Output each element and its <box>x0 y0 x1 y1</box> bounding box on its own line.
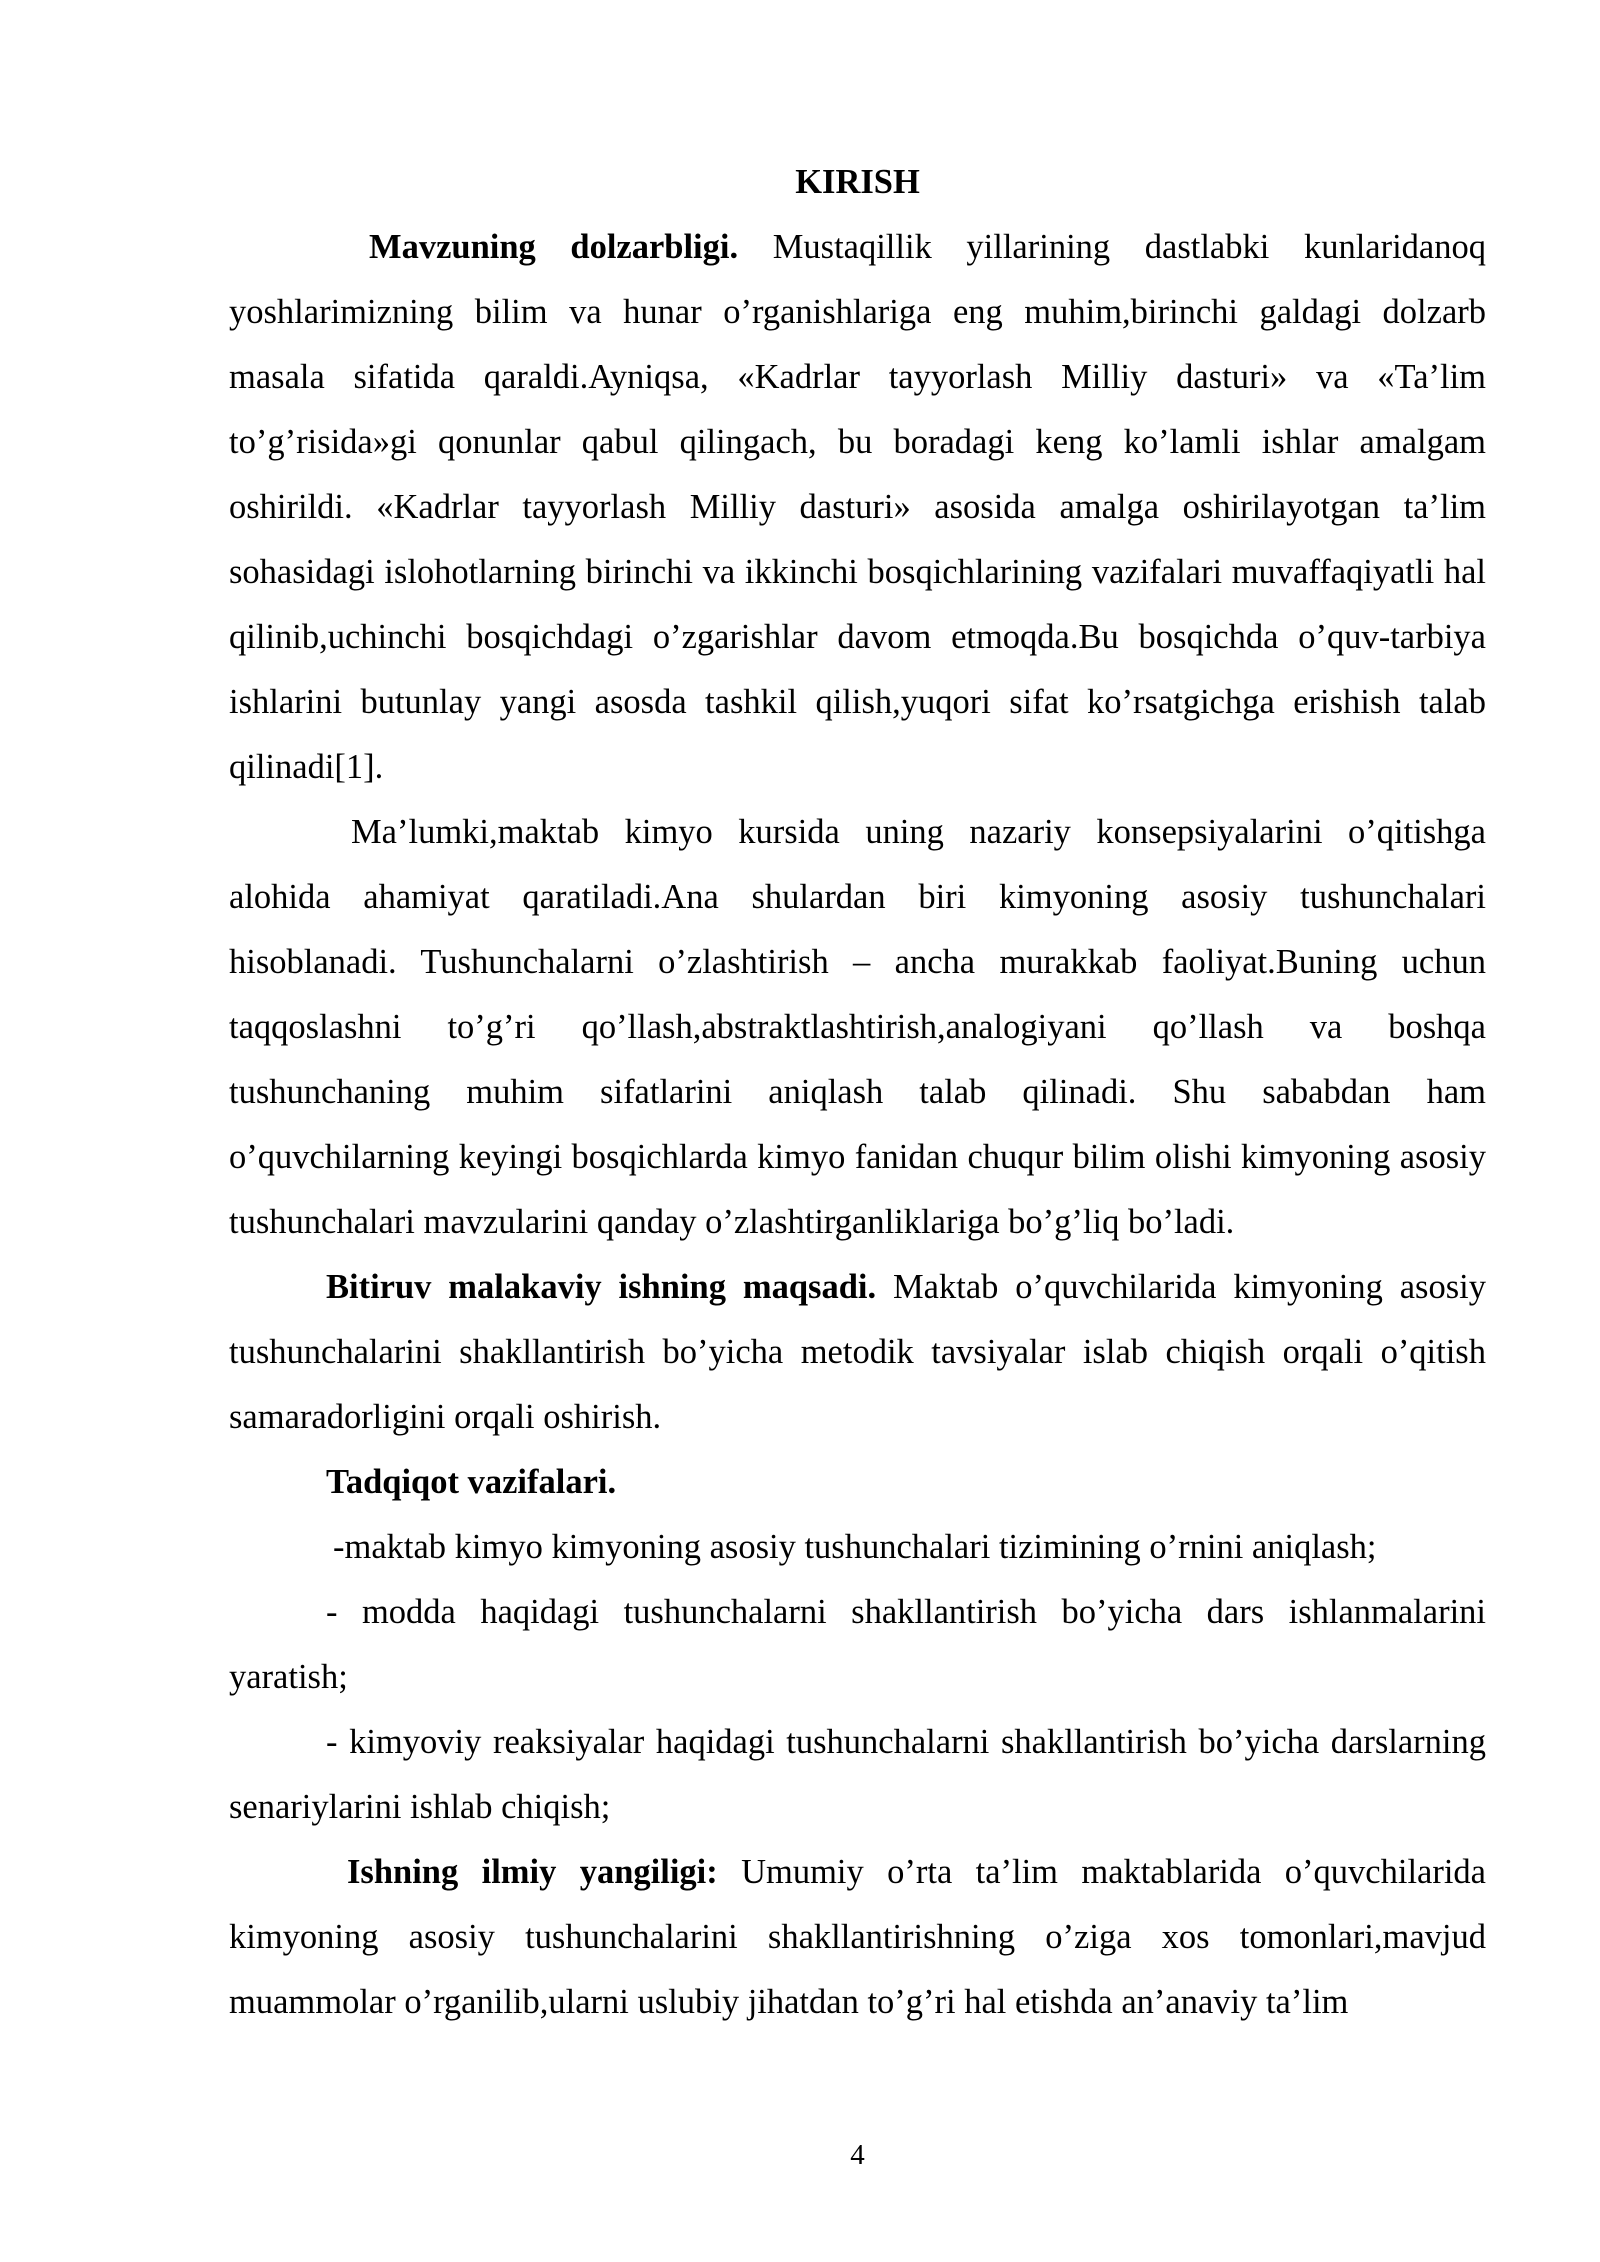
heading-relevance: Mavzuning dolzarbligi. <box>369 228 739 266</box>
paragraph-concepts-text: Ma’lumki,maktab kimyo kursida uning nazariy konsepsiyalarini o’qitishga alohida ahamiyat qaratiladi.Ana shulardan biri kimyoning asosiy tushunchalari hisoblanadi. Tushunchalarni o’zlashtirish – ancha murakkab faoliyat.Buning uchun taqqoslashni to’g’ri qo’llash,abstraktlashtirish,analogiyani qo’llash va boshqa tushunchaning muhim sifatlarini aniqlash talab qilinadi. Shu sababdan ham o’quvchilarning keyingi bosqichlarda kimyo fanidan chuqur bilim olishi kimyoning asosiy tushunchalari mavzularini qanday o’zlashtirganliklariga bo’g’liq bo’ladi. <box>229 813 1486 1241</box>
page-number: 4 <box>850 2139 865 2171</box>
paragraph-relevance <box>229 215 1486 800</box>
paragraph-goal-text: Maktab o’quvchilarida kimyoning asosiy tushunchalarini shakllantirish bo’yicha metodik tavsiyalar islab chiqish orqali o’qitish samaradorligini orqali oshirish. <box>229 1268 1486 1436</box>
list-item <box>229 1580 1486 1710</box>
list-item-text: - modda haqidagi tushunchalarni shakllantirish bo’yicha dars ishlanmalarini yaratish; <box>229 1593 1486 1696</box>
list-item-text: -maktab kimyo kimyoning asosiy tushunchalari tizimining o’rnini aniqlash; <box>333 1528 1377 1566</box>
paragraph-relevance-text: Mustaqillik yillarining dastlabki kunlaridanoq yoshlarimizning bilim va hunar o’rganishlariga eng muhim,birinchi galdagi dolzarb masala sifatida qaraldi.Ayniqsa, «Kadrlar tayyorlash Milliy dasturi» va «Ta’lim to’g’risida»gi qonunlar qabul qilingach, bu boradagi keng ko’lamli ishlar amalgam oshirildi. «Kadrlar tayyorlash Milliy dasturi» asosida amalga oshirilayotgan ta’lim sohasidagi islohotlarning birinchi va ikkinchi bosqichlarining vazifalari muvaffaqiyatli hal qilinib,uchinchi bosqichdagi o’zgarishlar davom etmoqda.Bu bosqichda o’quv-tarbiya ishlarini butunlay yangi asosda tashkil qilish,yuqori sifat ko’rsatgichga erishish talab qilinadi[1]. <box>229 228 1486 786</box>
list-item-text: - kimyoviy reaksiyalar haqidagi tushunchalarni shakllantirish bo’yicha darslarning senariylarini ishlab chiqish; <box>229 1723 1486 1826</box>
paragraph-goal <box>229 1255 1486 1450</box>
list-item <box>229 1515 1486 1580</box>
paragraph-concepts <box>229 800 1486 1255</box>
heading-tasks: Tadqiqot vazifalari. <box>326 1463 617 1501</box>
document-body <box>229 150 1486 2035</box>
paragraph-novelty <box>229 1840 1486 2035</box>
heading-goal: Bitiruv malakaviy ishning maqsadi. <box>326 1268 877 1306</box>
heading-novelty: Ishning ilmiy yangiligi: <box>347 1853 718 1891</box>
list-item <box>229 1710 1486 1840</box>
paragraph-tasks-heading <box>229 1450 1486 1515</box>
page-title: KIRISH <box>795 163 920 201</box>
paragraph-novelty-text: Umumiy o’rta ta’lim maktablarida o’quvchilarida kimyoning asosiy tushunchalarini shakllantirishning o’ziga xos tomonlari,mavjud muammolar o’rganilib,ularni uslubiy jihatdan to’g’ri hal etishda an’anaviy ta’lim <box>229 1853 1486 2021</box>
